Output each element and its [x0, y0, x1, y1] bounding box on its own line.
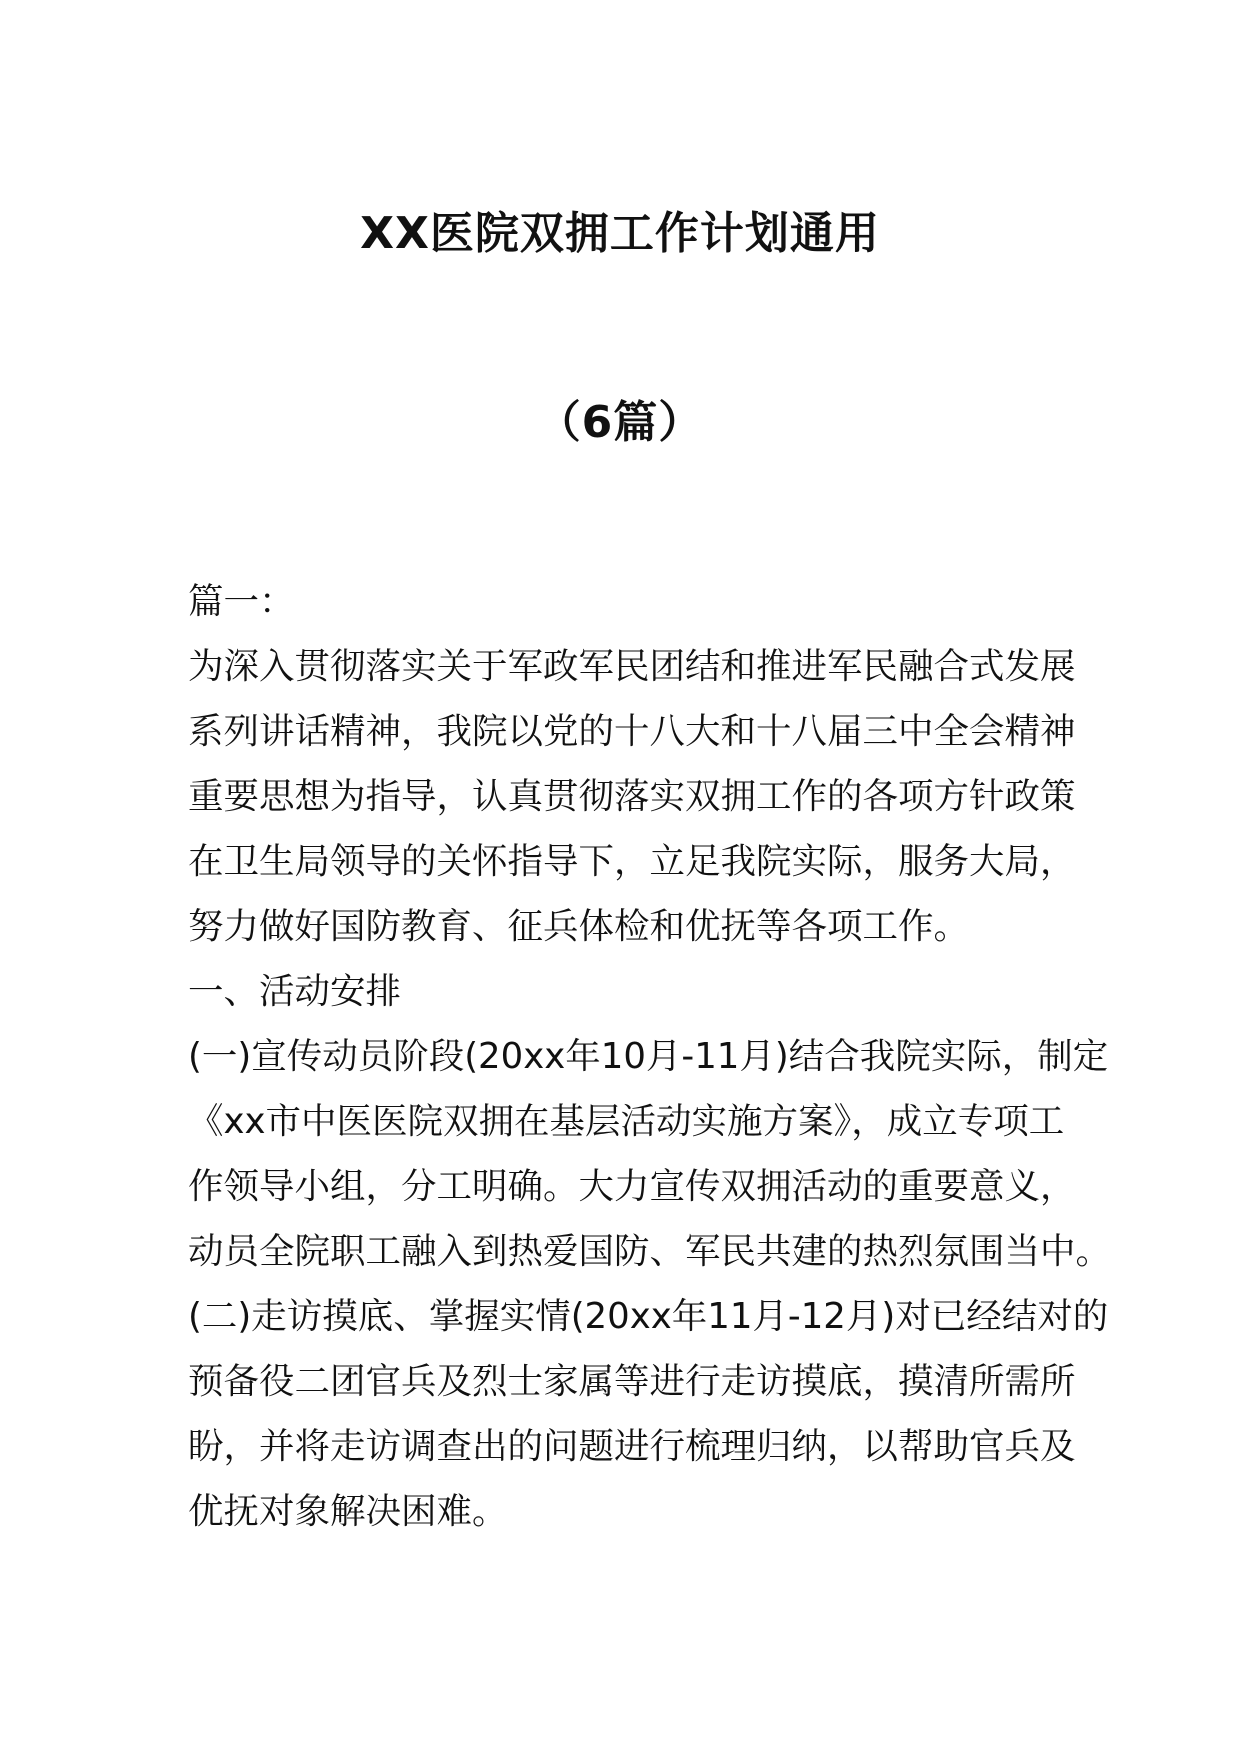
body-line: 预备役二团官兵及烈士家属等进行走访摸底，摸清所需所: [188, 1361, 1076, 1402]
body-line: 重要思想为指导，认真贯彻落实双拥工作的各项方针政策: [188, 776, 1076, 817]
document-title: XX医院双拥工作计划通用: [360, 208, 880, 259]
subsection-heading: 一、活动安排: [188, 971, 402, 1012]
body-line: 优抚对象解决困难。: [188, 1491, 508, 1532]
document-body: [188, 569, 1112, 1544]
body-line: 《xx市中医医院双拥在基层活动实施方案》，成立专项工: [188, 1101, 1065, 1142]
section-heading: 篇一：: [188, 581, 295, 622]
body-line: 系列讲话精神，我院以党的十八大和十八届三中全会精神: [188, 711, 1076, 752]
body-line: 在卫生局领导的关怀指导下，立足我院实际，服务大局，: [188, 841, 1076, 882]
body-line: 为深入贯彻落实关于军政军民团结和推进军民融合式发展: [188, 646, 1076, 687]
body-line: 努力做好国防教育、征兵体检和优抚等各项工作。: [188, 906, 970, 947]
body-line: (二)走访摸底、掌握实情(20xx年11月-12月)对已经结对的: [188, 1296, 1109, 1337]
body-line: 作领导小组，分工明确。大力宣传双拥活动的重要意义，: [188, 1166, 1076, 1207]
document-subtitle: （6篇）: [536, 397, 704, 448]
body-line: (一)宣传动员阶段(20xx年10月-11月)结合我院实际，制定: [188, 1036, 1109, 1077]
body-line: 盼，并将走访调查出的问题进行梳理归纳，以帮助官兵及: [188, 1426, 1076, 1467]
body-line: 动员全院职工融入到热爱国防、军民共建的热烈氛围当中。: [188, 1231, 1112, 1272]
